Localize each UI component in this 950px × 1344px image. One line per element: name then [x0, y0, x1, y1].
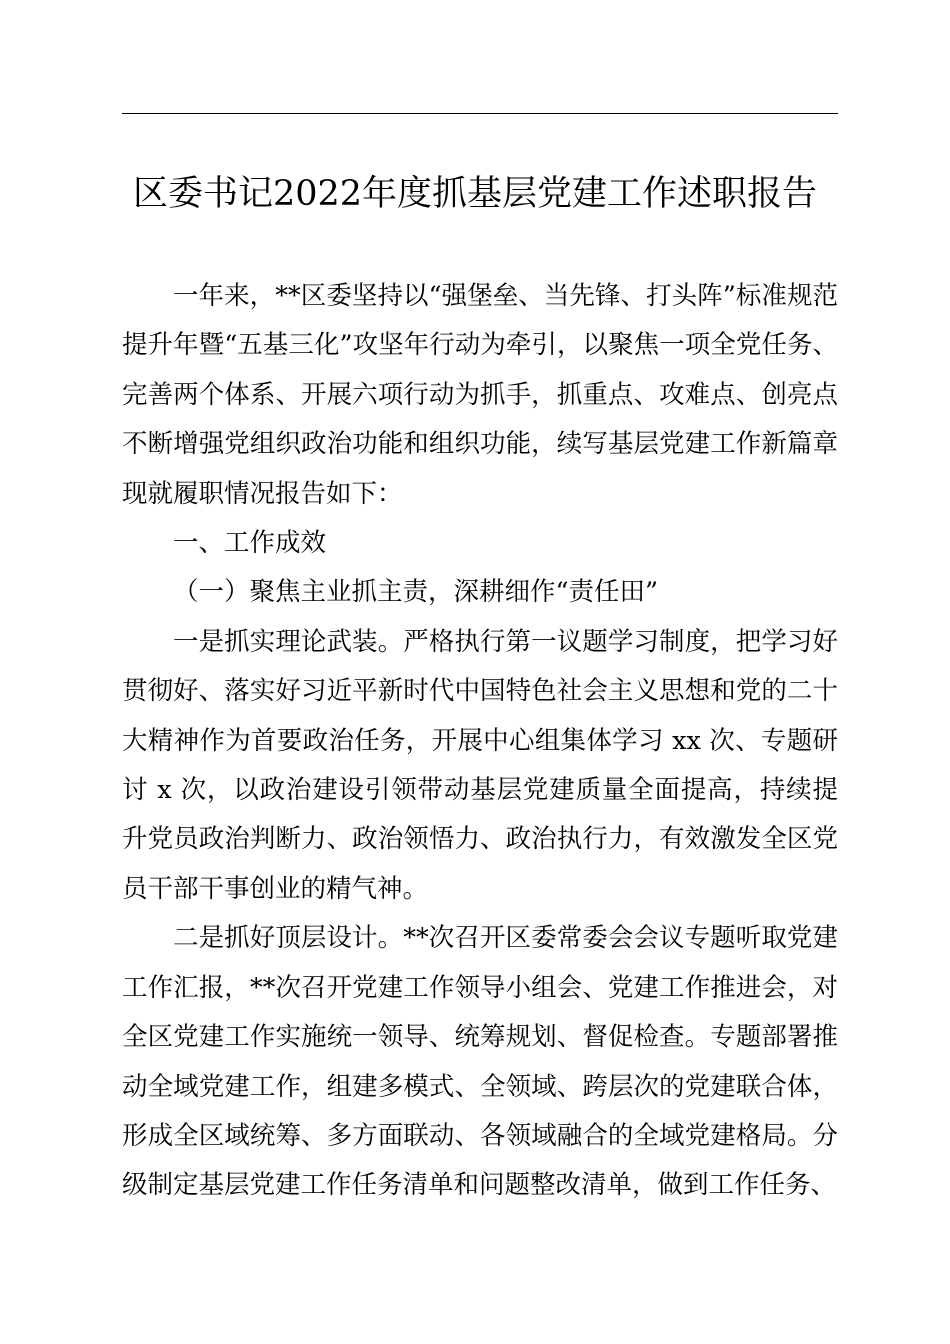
header-rule [122, 113, 838, 114]
subsection-heading: （一）聚焦主业抓主责，深耕细作“责任田” [173, 577, 659, 608]
intro-paragraph: 一年来，**区委坚持以“强堡垒、当先锋、打头阵”标准规范提升年暨“五基三化”攻坚年行动为牵引，以聚焦一项全党任务、完善两个体系、开展六项行动为抓手，抓重点、攻难点、创亮点不断增强党组织政治功能和组织功能，续写基层党建工作新篇章现就履职情况报告如下： [122, 281, 838, 509]
body-paragraph-2: 二是抓好顶层设计。**次召开区委常委会会议专题听取党建工作汇报，**次召开党建工作领导小组会、党建工作推进会，对全区党建工作实施统一领导、统筹规划、督促检查。专题部署推动全域党建工作，组建多模式、全领域、跨层次的党建联合体，形成全区域统筹、多方面联动、各领域融合的全域党建格局。分级制定基层党建工作任务清单和问题整改清单，做到工作任务、 [122, 923, 838, 1201]
body-paragraph-1: 一是抓实理论武装。严格执行第一议题学习制度，把学习好贯彻好、落实好习近平新时代中国特色社会主义思想和党的二十大精神作为首要政治任务，开展中心组集体学习 xx 次、专题研讨 x 次，以政治建设引领带动基层党建质量全面提高，持续提升党员政治判断力、政治领悟力、政治执行力，有效激发全区党员干部干事创业的精气神。 [122, 626, 838, 904]
document-body [122, 272, 838, 1211]
document-title: 区委书记2022年度抓基层党建工作述职报告 [132, 174, 818, 214]
section-heading: 一、工作成效 [173, 528, 327, 559]
